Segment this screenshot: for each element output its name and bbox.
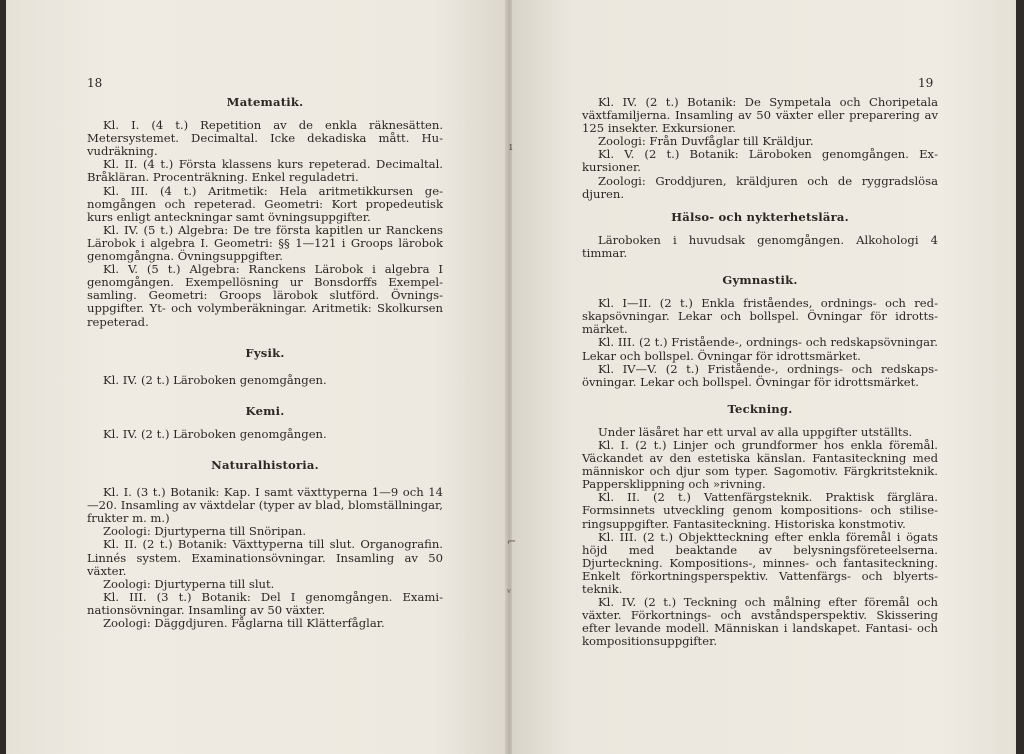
paragraph: Kl. V. (2 t.) Botanik: Läroboken genomgången. Exkursioner. bbox=[582, 147, 938, 175]
paragraph: Under läsåret har ett urval av alla uppgifter utställts. bbox=[598, 424, 913, 439]
paragraph: Kl. III. (3 t.) Botanik: Del I genomgången. Examinationsövningar. Insamling av 50 växter. bbox=[87, 589, 443, 617]
heading-fysik: Fysik. bbox=[245, 345, 285, 360]
pencil-mark: ᵥ bbox=[507, 583, 512, 596]
heading-matematik: Matematik. bbox=[226, 95, 304, 109]
paragraph: Kl. IV—V. (2 t.) Fristående-, ordnings- och redskapsövningar. Lekar och bollspel. Övningar för idrottsmärket. bbox=[582, 361, 938, 389]
paragraph: Kl. III. (2 t.) Objektteckning efter enkla föremål i ögats höjd med beaktande av belysningsföreteelserna. Djurteckning. Kompositions-, minnes- och fantasiteckning. Enkelt förkortningsperspektiv. Vattenfärgs- och blyertsteknik. bbox=[582, 529, 938, 596]
paragraph: Zoologi: Djurtyperna till slut. bbox=[103, 576, 275, 591]
left-column bbox=[87, 96, 443, 630]
pencil-mark: ⌐ bbox=[507, 535, 517, 548]
paragraph: Zoologi: Däggdjuren. Fåglarna till Klätterfåglar. bbox=[103, 616, 385, 630]
paragraph: Kl. I. (2 t.) Linjer och grundformer hos enkla föremål. Väckandet av den estetiska känslan. Fantasiteckning med människor och djur som typer. Sagomotiv. Färgkritsteknik. Pappersklippning och »rivning. bbox=[582, 437, 938, 492]
paragraph: Kl. V. (5 t.) Algebra: Ranckens Lärobok i algebra I genomgången. Exempellösning ur Bonsdorffs Exempelsamling. Geometri: Groops lärobok slutförd. Övningsuppgifter. Yt- och volymberäkningar. Aritmetik: Skolkursen repeterad. bbox=[87, 262, 443, 329]
page-number-right: 19 bbox=[918, 76, 934, 90]
pencil-mark: ı bbox=[509, 140, 513, 153]
paragraph: Kl. IV. (2 t.) Botanik: De Sympetala och Choripetala växtfamiljerna. Insamling av 50 växter eller preparering av 125 insekter. Exkursioner. bbox=[582, 95, 938, 136]
heading-teckning: Teckning. bbox=[727, 401, 793, 416]
paragraph: Läroboken i huvudsak genomgången. Alkohologi 4 timmar. bbox=[582, 232, 938, 260]
paragraph: Kl. I. (4 t.) Repetition av de enkla räknesätten. Metersystemet. Decimaltal. Icke dekadiska mått. Huvudräkning. bbox=[87, 118, 443, 159]
page-number-left: 18 bbox=[87, 76, 103, 90]
paragraph: Zoologi: Groddjuren, kräldjuren och de ryggradslösa djuren. bbox=[582, 173, 938, 201]
paragraph: Kl. II. (4 t.) Första klassens kurs repeterad. Decimaltal. Bråkläran. Procenträkning. Enkel reguladetri. bbox=[87, 157, 443, 185]
paragraph: Kl. III. (2 t.) Fristående-, ordnings- och redskapsövningar. Lekar och bollspel. Övningar för idrottsmärket. bbox=[582, 335, 938, 363]
paragraph: Zoologi: Djurtyperna till Snöripan. bbox=[103, 524, 307, 539]
paragraph: Kl. II. (2 t.) Botanik: Växttyperna till slut. Organografin. Linnés system. Examinationsövningar. Insamling av 50 växter. bbox=[87, 537, 443, 578]
paragraph: Kl. III. (4 t.) Aritmetik: Hela aritmetikkursen genomgången och repeterad. Geometri: Kort propedeutisk kurs enligt anteckningar samt övningsuppgifter. bbox=[87, 183, 443, 224]
paragraph: Kl. I. (3 t.) Botanik: Kap. I samt växttyperna 1—9 och 14—20. Insamling av växtdelar (typer av blad, blomställningar, frukter m. m.) bbox=[87, 485, 443, 526]
paragraph: Kl. IV. (2 t.) Läroboken genomgången. bbox=[103, 426, 327, 441]
paragraph: Kl. II. (2 t.) Vattenfärgsteknik. Praktisk färglära. Formsinnets utveckling genom kompositions- och stiliseringsuppgifter. Fantasiteckning. Historiska konstmotiv. bbox=[582, 490, 938, 531]
heading-gymnastik: Gymnastik. bbox=[722, 273, 798, 288]
scan-edge-right bbox=[1016, 0, 1024, 754]
heading-halso: Hälso- och nykterhetslära. bbox=[671, 209, 849, 224]
paragraph: Kl. I—II. (2 t.) Enkla friståendes, ordnings- och redskapsövningar. Lekar och bollspel. Övningar för idrottsmärket. bbox=[582, 296, 938, 337]
paragraph: Kl. IV. (5 t.) Algebra: De tre första kapitlen ur Ranckens Lärobok i algebra I. Geometri: §§ 1—121 i Groops lärobok genomgångna. Övningsuppgifter. bbox=[87, 222, 443, 264]
paragraph: Zoologi: Från Duvfåglar till Kräldjur. bbox=[598, 134, 814, 149]
heading-naturalhistoria: Naturalhistoria. bbox=[211, 457, 319, 472]
heading-kemi: Kemi. bbox=[245, 403, 285, 418]
paragraph: Kl. IV. (2 t.) Teckning och målning efter föremål och växter. Förkortnings- och avståndsperspektiv. Skissering efter levande modell. Människan i landskapet. Fantasi- och kompositionsuppgifter. bbox=[582, 595, 938, 649]
right-column bbox=[582, 96, 938, 648]
paragraph: Kl. IV. (2 t.) Läroboken genomgången. bbox=[103, 372, 327, 387]
